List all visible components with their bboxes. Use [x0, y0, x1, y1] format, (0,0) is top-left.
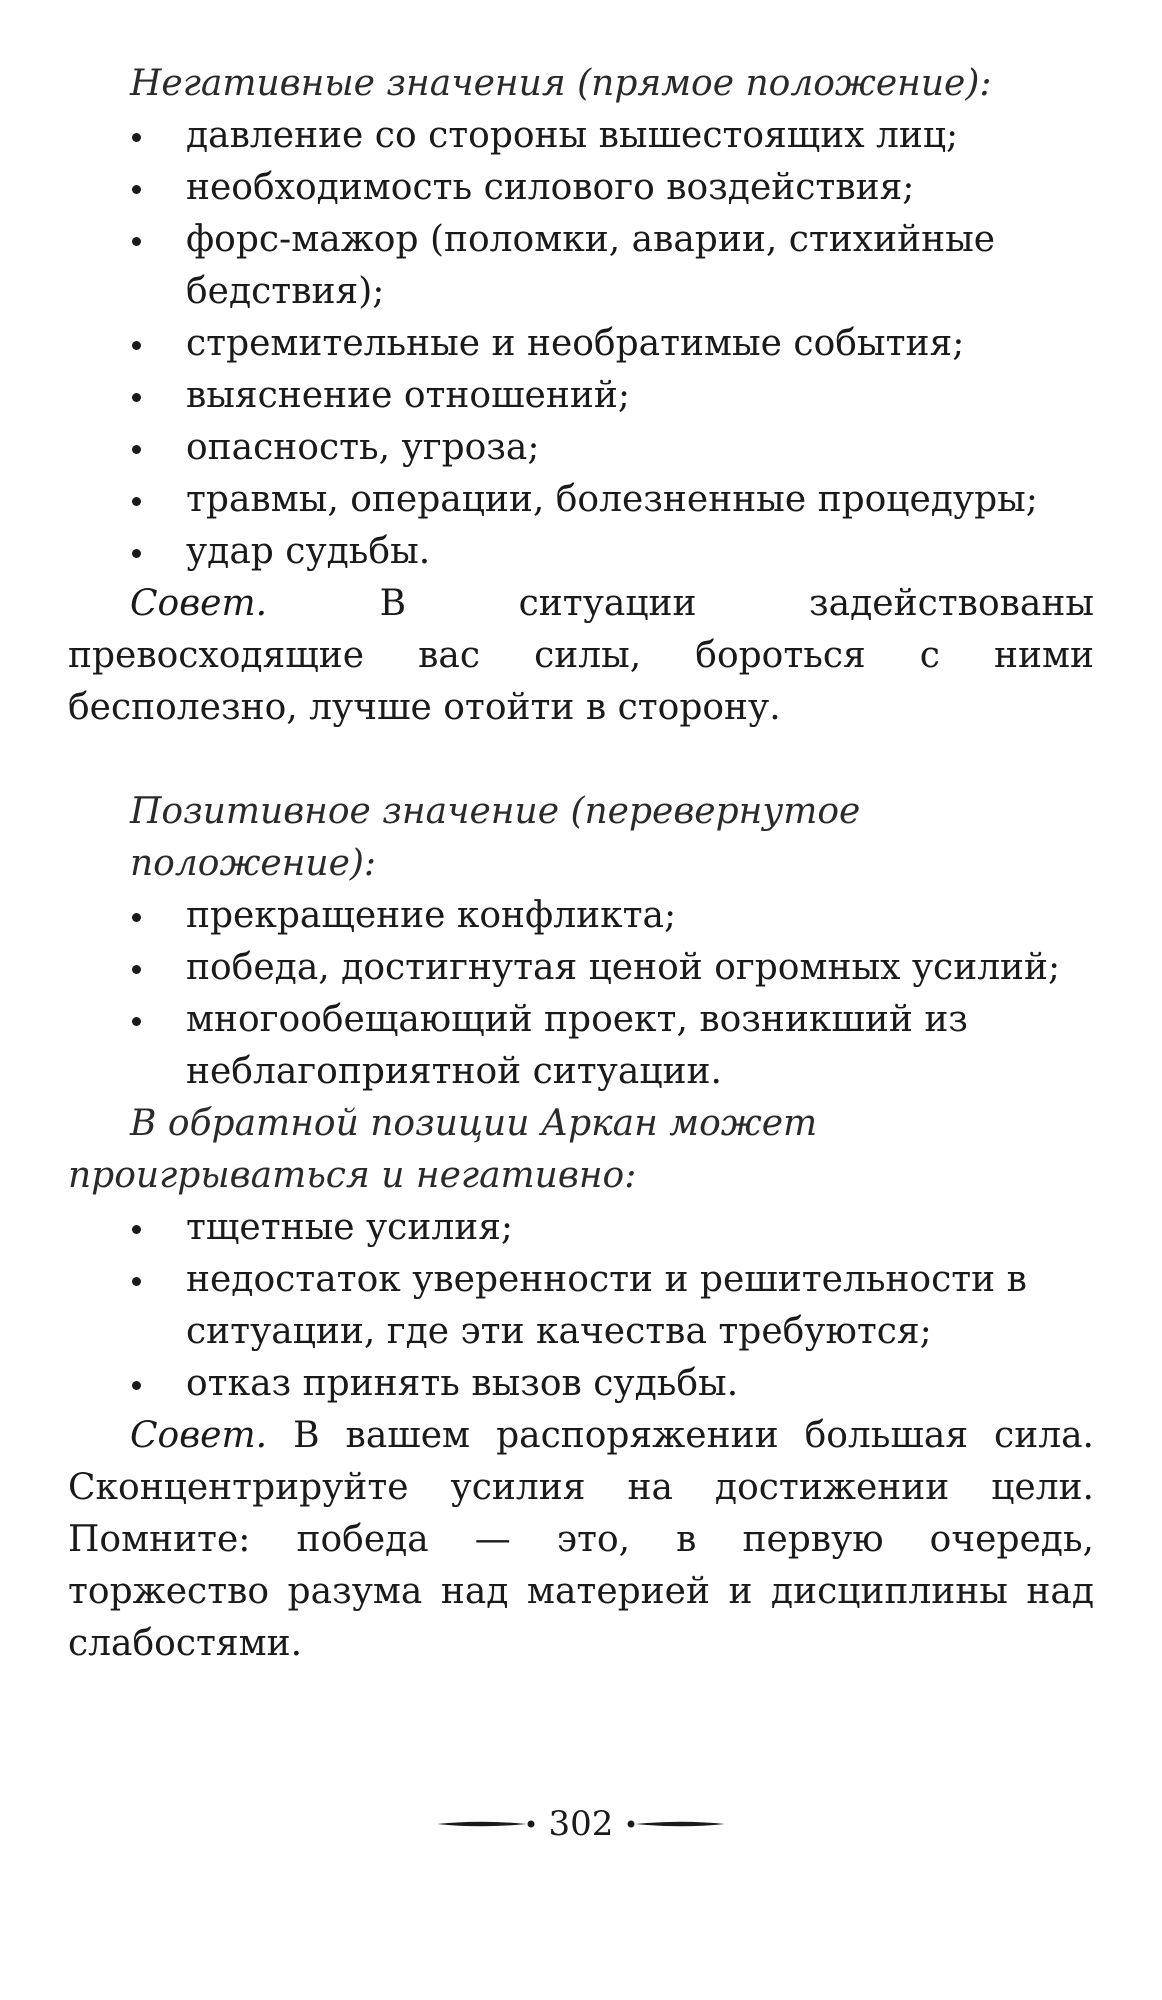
negative-list	[68, 110, 1094, 578]
advice-text: В ситуации задействованы превосходящие вас силы, бороться с ними бесполезно, лучше отойти в сторону.	[68, 583, 1094, 728]
list-item: опасность, угроза;	[68, 422, 1094, 474]
section-gap	[68, 734, 1094, 786]
list-item: удар судьбы.	[68, 526, 1094, 578]
list-item: отказ принять вызов судьбы.	[68, 1358, 1094, 1410]
list-item: давление со стороны вышестоящих лиц;	[68, 110, 1094, 162]
list-item: прекращение конфликта;	[68, 890, 1094, 942]
page-footer	[0, 1804, 1162, 1844]
positive-heading: Позитивное значение (перевернутое положение):	[130, 791, 861, 884]
list-item: недостаток уверенности и решительности в ситуации, где эти качества требуются;	[68, 1254, 1094, 1358]
list-item: стремительные и необратимые события;	[68, 318, 1094, 370]
reverse-negative-heading: В обратной позиции Аркан может проигрываться и негативно:	[68, 1103, 818, 1196]
advice-label: Совет.	[130, 1415, 268, 1456]
ornament-right-icon	[627, 1816, 727, 1832]
list-item: тщетные усилия;	[68, 1202, 1094, 1254]
list-item: форс-мажор (поломки, аварии, стихийные бедствия);	[68, 214, 1094, 318]
list-item: выяснение отношений;	[68, 370, 1094, 422]
ornament-left-icon	[435, 1816, 535, 1832]
reverse-advice	[68, 1410, 1094, 1670]
list-item: многообещающий проект, возникший из неблагоприятной ситуации.	[68, 994, 1094, 1098]
list-item: необходимость силового воздействия;	[68, 162, 1094, 214]
list-item: победа, достигнутая ценой огромных усилий;	[68, 942, 1094, 994]
negative-advice	[68, 578, 1094, 734]
advice-label: Совет.	[130, 583, 268, 624]
negative-heading: Негативные значения (прямое положение):	[130, 63, 992, 104]
list-item: травмы, операции, болезненные процедуры;	[68, 474, 1094, 526]
page-content	[68, 58, 1094, 1670]
page-number: 302	[548, 1804, 614, 1844]
reverse-negative-list	[68, 1202, 1094, 1410]
positive-list	[68, 890, 1094, 1098]
advice-text: В вашем распоряжении большая сила. Сконцентрируйте усилия на достижении цели. Помните: победа — это, в первую очередь, торжество разума над материей и дисциплины над слабостями.	[68, 1415, 1094, 1664]
